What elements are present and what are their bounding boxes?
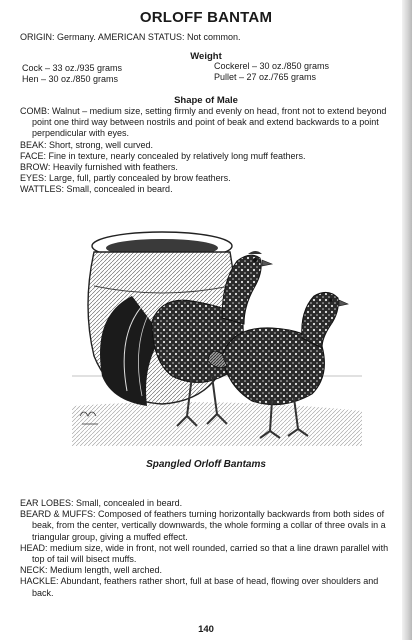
figure-caption: Spangled Orloff Bantams [146, 459, 266, 470]
page-title: ORLOFF BANTAM [139, 9, 273, 26]
trait-ear-lobes: EAR LOBES: Small, concealed in beard. [20, 498, 183, 508]
trait-head: HEAD: medium size, wide in front, not well rounded, carried so that a line drawn parallel with top of tail will bisect muffs. [20, 542, 389, 565]
weight-cockerel: Cockerel – 30 oz./850 grams [214, 61, 330, 71]
shape-of-male-heading: Shape of Male [174, 95, 238, 106]
trait-wattles: WATTLES: Small, concealed in beard. [20, 184, 173, 195]
origin-status-line: ORIGIN: Germany. AMERICAN STATUS: Not common. [20, 32, 241, 42]
additional-traits-list [20, 498, 400, 599]
male-traits-list [20, 106, 400, 196]
trait-hackle: HACKLE: Abundant, feathers rather short, full at base of head, flowing over shoulders and back. [20, 576, 379, 598]
trait-brow: BROW: Heavily furnished with feathers. [20, 162, 178, 173]
page-number: 140 [198, 624, 214, 635]
weight-cock: Cock – 33 oz./935 grams [22, 63, 123, 73]
weight-hen: Hen – 30 oz./850 grams [22, 74, 119, 84]
weight-pullet: Pullet – 27 oz./765 grams [214, 72, 317, 82]
trait-beard-muffs: BEARD & MUFFS: Composed of feathers turning horizontally backwards from both sides of beak, from the center, vertically downwards, the whole forming a collar of three ovals in a triangular group, giving a muffed effect. [20, 509, 386, 542]
trait-face: FACE: Fine in texture, nearly concealed by relatively long muff feathers. [20, 150, 306, 161]
trait-neck: NECK: Medium length, well arched. [20, 565, 163, 576]
trait-comb: COMB: Walnut – medium size, setting firmly and evenly on head, front not to extend beyond point one third way between nostrils and point of beak and extend backwards to a point perpendicular with eyes. [20, 106, 387, 139]
weight-column-left [22, 63, 122, 85]
weight-heading: Weight [190, 51, 222, 62]
trait-eyes: EYES: Large, full, partly concealed by brow feathers. [20, 173, 231, 184]
weight-column-right [214, 61, 329, 83]
bantam-illustration [72, 226, 362, 446]
trait-beak: BEAK: Short, strong, well curved. [20, 139, 154, 150]
